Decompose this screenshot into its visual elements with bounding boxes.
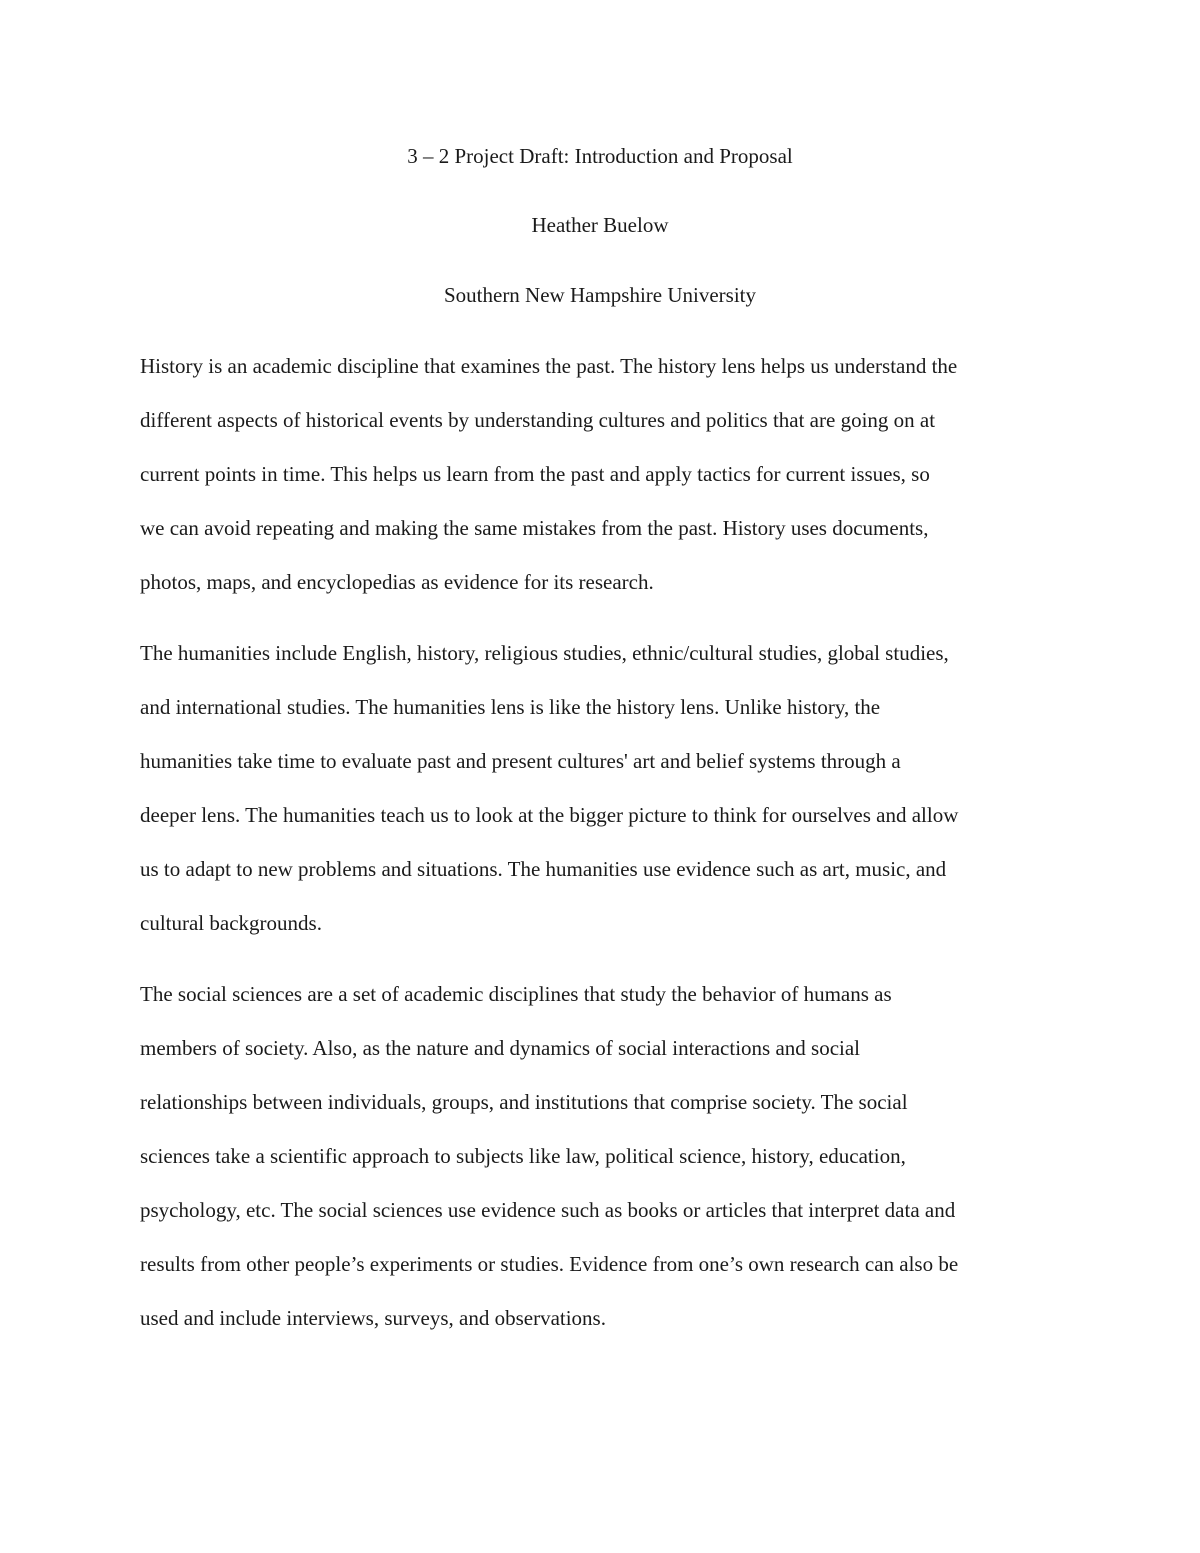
paragraph-line: deeper lens. The humanities teach us to look at the bigger picture to think for ourselves and allow	[140, 803, 959, 827]
paragraph-line: relationships between individuals, groups, and institutions that comprise society. The social	[140, 1090, 908, 1114]
document-title: 3 – 2 Project Draft: Introduction and Proposal	[407, 144, 793, 168]
paragraph-line: results from other people’s experiments or studies. Evidence from one’s own research can also be	[140, 1252, 959, 1276]
paragraph-line: members of society. Also, as the nature and dynamics of social interactions and social	[140, 1036, 861, 1060]
author-name: Heather Buelow	[531, 213, 669, 237]
paragraph-line: The social sciences are a set of academic disciplines that study the behavior of humans as	[140, 982, 892, 1006]
paragraph-line: us to adapt to new problems and situations. The humanities use evidence such as art, music, and	[140, 857, 947, 881]
paragraph-line: cultural backgrounds.	[140, 911, 322, 935]
paragraph-line: psychology, etc. The social sciences use evidence such as books or articles that interpret data and	[140, 1198, 956, 1222]
institution-name: Southern New Hampshire University	[443, 283, 757, 307]
paragraph-line: used and include interviews, surveys, and observations.	[140, 1306, 606, 1330]
paragraph-line: we can avoid repeating and making the same mistakes from the past. History uses documents,	[140, 516, 929, 540]
paragraph-line: sciences take a scientific approach to subjects like law, political science, history, education,	[140, 1144, 906, 1168]
paragraph-line: different aspects of historical events by understanding cultures and politics that are going on at	[140, 408, 936, 432]
paragraph-line: The humanities include English, history, religious studies, ethnic/cultural studies, global studies,	[140, 641, 949, 665]
paragraph-line: photos, maps, and encyclopedias as evidence for its research.	[140, 570, 654, 594]
paragraph-line: History is an academic discipline that examines the past. The history lens helps us understand the	[140, 354, 958, 378]
paragraph-line: humanities take time to evaluate past and present cultures' art and belief systems through a	[140, 749, 901, 773]
paragraph-line: and international studies. The humanities lens is like the history lens. Unlike history, the	[140, 695, 881, 719]
paragraph-line: current points in time. This helps us learn from the past and apply tactics for current issues, so	[140, 462, 930, 486]
